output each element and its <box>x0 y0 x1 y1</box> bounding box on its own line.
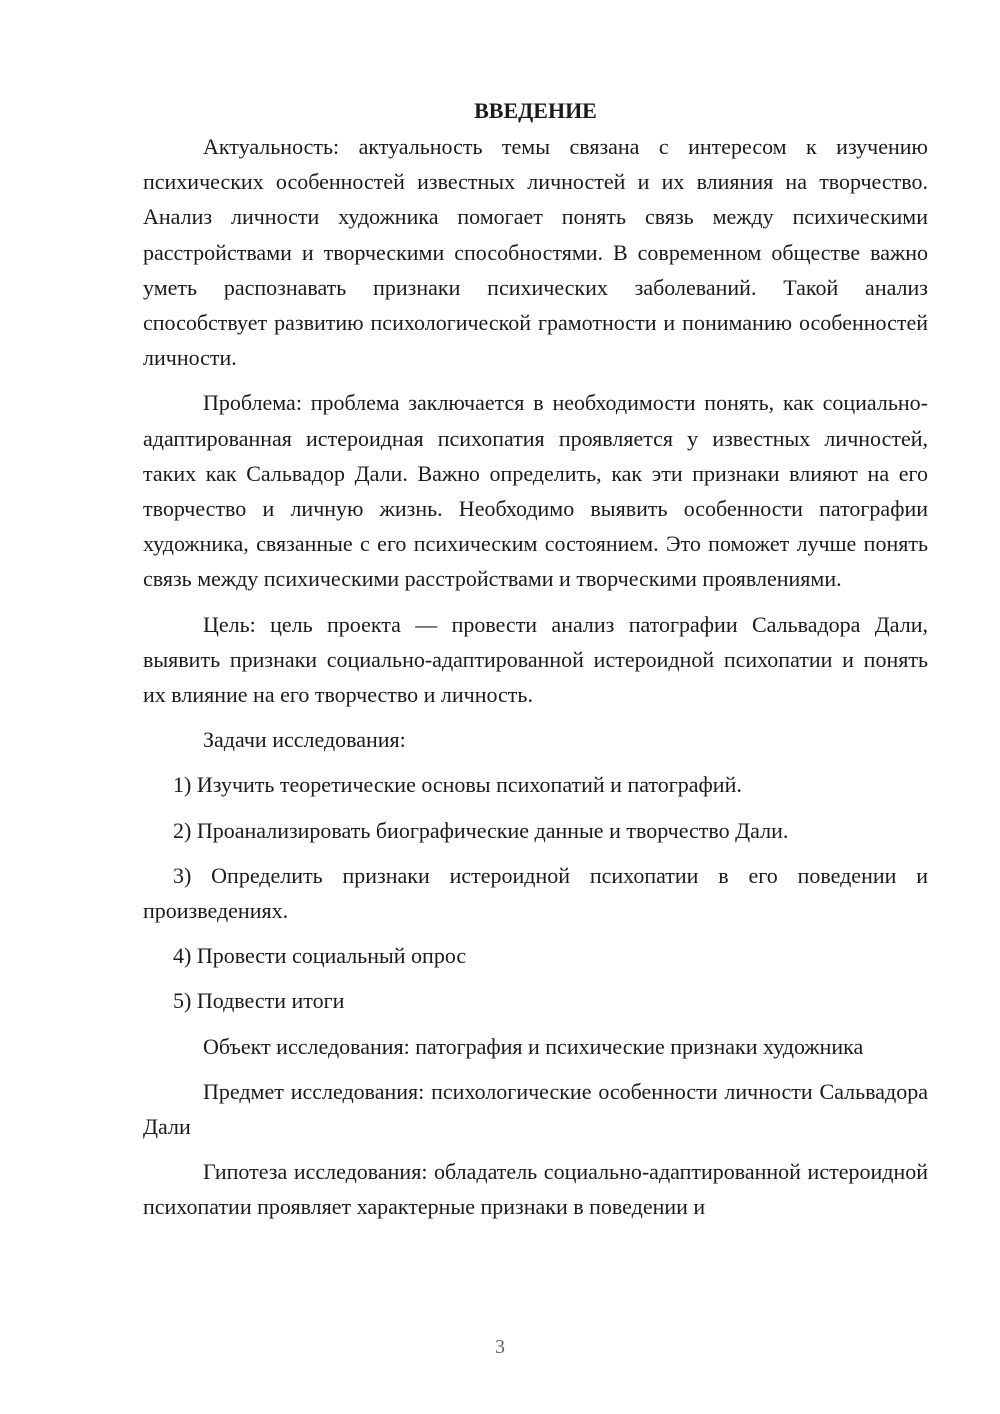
problem-paragraph: Проблема: проблема заключается в необходимости понять, как социально-адаптированная истероидная психопатия проявляется у известных личностей, таких как Сальвадор Дали. Важно определить, как эти признаки влияют на его творчество и личную жизнь. Необходимо выявить особенности патографии художника, связанные с его психическим состоянием. Это поможет лучше понять связь между психическими расстройствами и творческими проявлениями. <box>143 390 928 592</box>
subject-paragraph: Предмет исследования: психологические особенности личности Сальвадора Дали <box>143 1078 928 1140</box>
document-page <box>143 93 928 1235</box>
relevance-paragraph: Актуальность: актуальность темы связана с интересом к изучению психических особенностей известных личностей и их влияния на творчество. Анализ личности художника помогает понять связь между психическими расстройствами и творческими способностями. В современном обществе важно уметь распознавать признаки психических заболеваний. Такой анализ способствует развитию психологической грамотности и пониманию особенностей личности. <box>143 134 928 371</box>
task-item: 1) Изучить теоретические основы психопатий и патографий. <box>173 772 742 798</box>
task-item: 5) Подвести итоги <box>173 988 345 1014</box>
hypothesis-paragraph: Гипотеза исследования: обладатель социально-адаптированной истероидной психопатии проявляет характерные признаки в поведении и <box>143 1159 928 1220</box>
page-number: 3 <box>495 1336 505 1358</box>
tasks-title: Задачи исследования: <box>203 727 406 753</box>
task-item: 3) Определить признаки истероидной психопатии в его поведении и произведениях. <box>143 862 928 924</box>
section-heading: ВВЕДЕНИЕ <box>474 98 597 123</box>
task-item: 4) Провести социальный опрос <box>173 943 467 969</box>
task-item: 2) Проанализировать биографические данные и творчество Дали. <box>173 817 789 843</box>
object-paragraph: Объект исследования: патография и психические признаки художника <box>203 1033 864 1059</box>
goal-paragraph: Цель: цель проекта — провести анализ патографии Сальвадора Дали, выявить признаки социально-адаптированной истероидной психопатии и понять их влияние на его творчество и личность. <box>143 611 928 708</box>
